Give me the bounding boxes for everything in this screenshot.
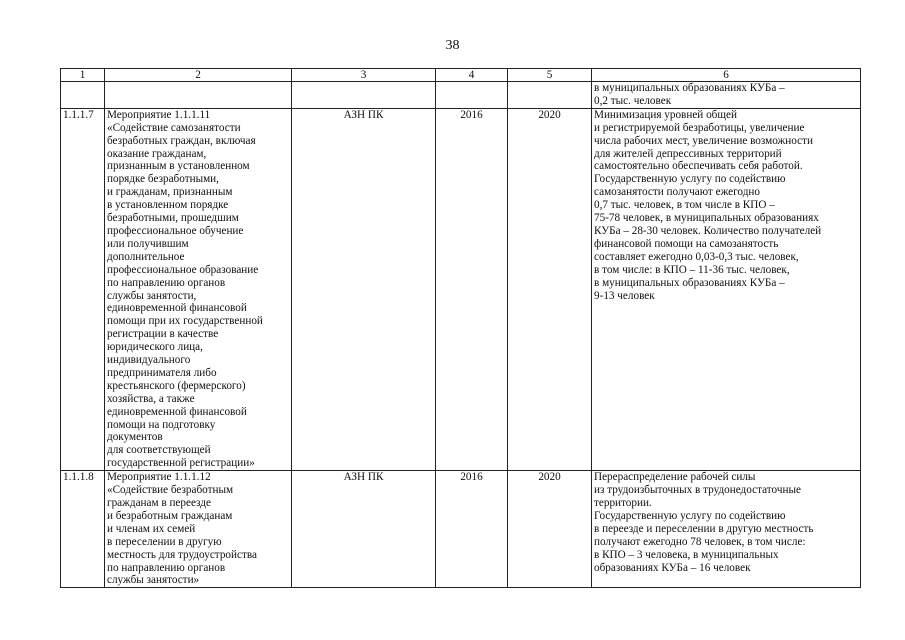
table-row (61, 471, 861, 588)
page-number: 38 (445, 38, 460, 53)
end-year-cell: 2020 (508, 471, 592, 588)
column-header: 1 (61, 69, 105, 82)
result-cell: Перераспределение рабочей силы из трудоизбыточных в трудонедостаточные территории. Государственную услугу по содействию в переезде и переселении в другую местность получают ежегодно 78 человек, в том числе: в КПО – 3 человека, в муниципальных образованиях КУБа – 16 человек (592, 471, 861, 588)
end-year-cell: 2020 (508, 108, 592, 470)
end-year-cell (508, 82, 592, 109)
event-cell: Мероприятие 1.1.1.11 «Содействие самозанятости безработных граждан, включая оказание гражданам, признанным в установленном порядке безработными, и гражданам, признанным в установленном порядке безработными, прошедшим профессиональное обучение или получившим дополнительное профессиональное образование по направлению органов службы занятости, единовременной финансовой помощи при их государственной регистрации в качестве юридического лица, индивидуального предпринимателя либо крестьянского (фермерского) хозяйства, а также единовременной финансовой помощи на подготовку документов для соответствующей государственной регистрации» (105, 108, 292, 470)
start-year-cell (436, 82, 508, 109)
row-number-cell: 1.1.1.8 (61, 471, 105, 588)
column-header: 3 (292, 69, 436, 82)
result-cell: Минимизация уровней общей и регистрируемой безработицы, увеличение числа рабочих мест, увеличение возможности для жителей депрессивных территорий самостоятельно обеспечивать себя работой. Государственную услугу по содействию самозанятости получают ежегодно 0,7 тыс. человек, в том числе в КПО – 75-78 человек, в муниципальных образованиях КУБа – 28-30 человек. Количество получателей финансовой помощи на самозанятость составляет ежегодно 0,03-0,3 тыс. человек, в том числе: в КПО – 11-36 тыс. человек, в муниципальных образованиях КУБа – 9-13 человек (592, 108, 861, 470)
executor-cell: АЗН ПК (292, 108, 436, 470)
event-cell: Мероприятие 1.1.1.12 «Содействие безработным гражданам в переезде и безработным гражданам и членам их семей в переселении в другую местность для трудоустройства по направлению органов службы занятости» (105, 471, 292, 588)
continuation-row (61, 82, 861, 109)
result-cell: в муниципальных образованиях КУБа – 0,2 тыс. человек (592, 82, 861, 109)
column-header: 6 (592, 69, 861, 82)
column-header: 4 (436, 69, 508, 82)
programme-table (60, 68, 861, 588)
start-year-cell: 2016 (436, 108, 508, 470)
row-number-cell: 1.1.1.7 (61, 108, 105, 470)
start-year-cell: 2016 (436, 471, 508, 588)
column-header-row (61, 69, 861, 82)
column-header: 2 (105, 69, 292, 82)
event-cell (105, 82, 292, 109)
executor-cell: АЗН ПК (292, 471, 436, 588)
table-row (61, 108, 861, 470)
column-header: 5 (508, 69, 592, 82)
row-number-cell (61, 82, 105, 109)
executor-cell (292, 82, 436, 109)
